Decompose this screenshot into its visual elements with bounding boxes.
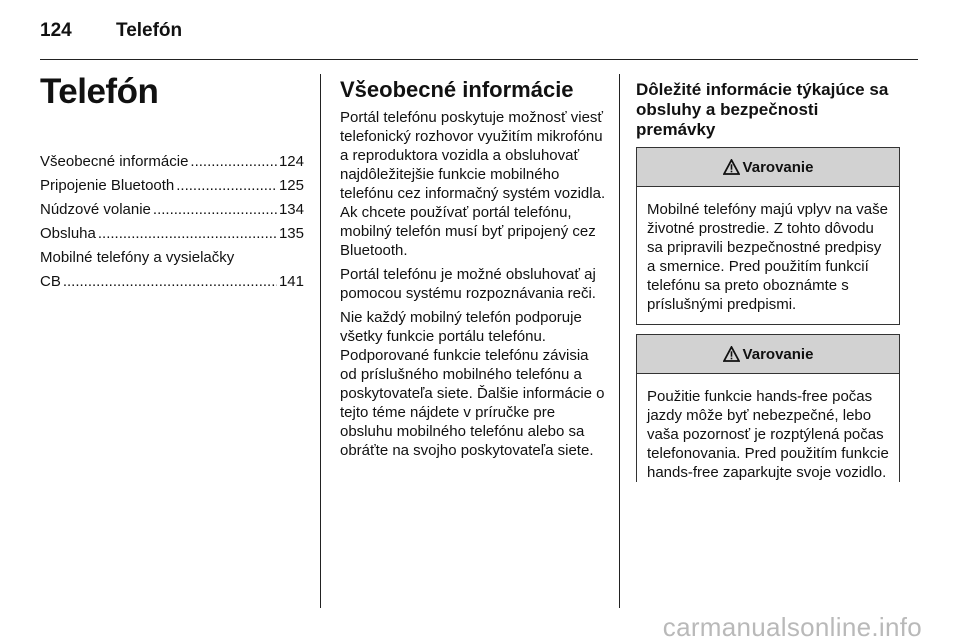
toc-leader [98, 222, 277, 246]
paragraph: Nie každý mobilný telefón podporuje všetky funkcie portálu telefónu. Podporované funkcie telefónu závisia od príslušného mobilného telefónu a poskytovateľa siete. Ďalšie informácie o tejto téme nájdete v príručke pre obsluhu mobilného telefónu alebo sa obráťte na svojho poskytovateľa siete. [340, 309, 605, 459]
chapter-title: Telefón [40, 72, 159, 111]
toc-leader [153, 198, 277, 222]
toc-entry[interactable] [40, 150, 304, 174]
toc-entry-label: Mobilné telefóny a vysielačky [40, 249, 235, 266]
warning-text: Mobilné telefóny majú vplyv na vaše životné prostredie. Z tohto dôvodu sa pripravili bezpečnostné predpisy a smernice. Pred použitím funkcií telefónu sa preto oboznámte s príslušnými predpismi. [647, 201, 888, 313]
toc-entry-label: Pripojenie Bluetooth [40, 177, 175, 194]
toc-entry[interactable] [40, 198, 304, 222]
toc-entry-page: 141 [278, 273, 304, 290]
warning-triangle-icon [723, 159, 740, 175]
toc-entry-page: 134 [278, 201, 304, 218]
warning-label: Varovanie [742, 345, 814, 363]
column-divider-2 [619, 74, 620, 608]
paragraph: Portál telefónu je možné obsluhovať aj pomocou systému rozpoznávania reči. [340, 266, 596, 302]
toc-leader [190, 150, 277, 174]
watermark: carmanualsonline.info [662, 612, 922, 642]
warning-header [637, 148, 899, 187]
toc-entry-label: Núdzové volanie [40, 201, 151, 218]
page-number: 124 [40, 20, 72, 41]
warning-box [636, 147, 900, 325]
toc-entry-label-cont: CB [40, 273, 61, 290]
warning-label: Varovanie [742, 158, 814, 176]
toc-entry-page: 125 [278, 177, 304, 194]
safety-column [636, 80, 900, 491]
toc-entry-label: Všeobecné informácie [40, 153, 189, 170]
warning-text: Použitie funkcie hands-free počas jazdy môže byť nebezpečné, lebo vaša pozornosť je rozptýlená počas telefonovania. Pred použitím funkcie hands-free zaparkujte svoje vozidlo. [647, 388, 889, 481]
header-rule [40, 59, 918, 60]
toc-leader [63, 270, 277, 294]
warning-box [636, 334, 900, 482]
toc-column [40, 72, 304, 294]
warning-header [637, 335, 899, 374]
column-divider-1 [320, 74, 321, 608]
general-info-column [340, 78, 608, 465]
toc-entry-page: 135 [278, 225, 304, 242]
section-title: Všeobecné informácie [340, 77, 574, 102]
toc-entry[interactable] [40, 174, 304, 198]
toc-leader [176, 174, 277, 198]
toc-entry[interactable] [40, 222, 304, 246]
running-title: Telefón [116, 20, 183, 41]
toc-entry-label: Obsluha [40, 225, 96, 242]
toc-entry-page: 124 [278, 153, 304, 170]
table-of-contents [40, 150, 304, 294]
page-header [0, 0, 960, 60]
toc-entry-line [40, 270, 304, 294]
warning-triangle-icon [723, 346, 740, 362]
subsection-title: Dôležité informácie týkajúce sa obsluhy a bezpečnosti premávky [636, 80, 889, 139]
toc-entry[interactable] [40, 246, 304, 294]
paragraph: Portál telefónu poskytuje možnosť viesť telefonický rozhovor využitím mikrofónu a reproduktora vozidla a obsluhovať najdôležitejšie funkcie mobilného telefónu cez informačný systém vozidla. Ak chcete používať portál telefónu, mobilný telefón musí byť pripojený cez Bluetooth. [340, 109, 606, 259]
